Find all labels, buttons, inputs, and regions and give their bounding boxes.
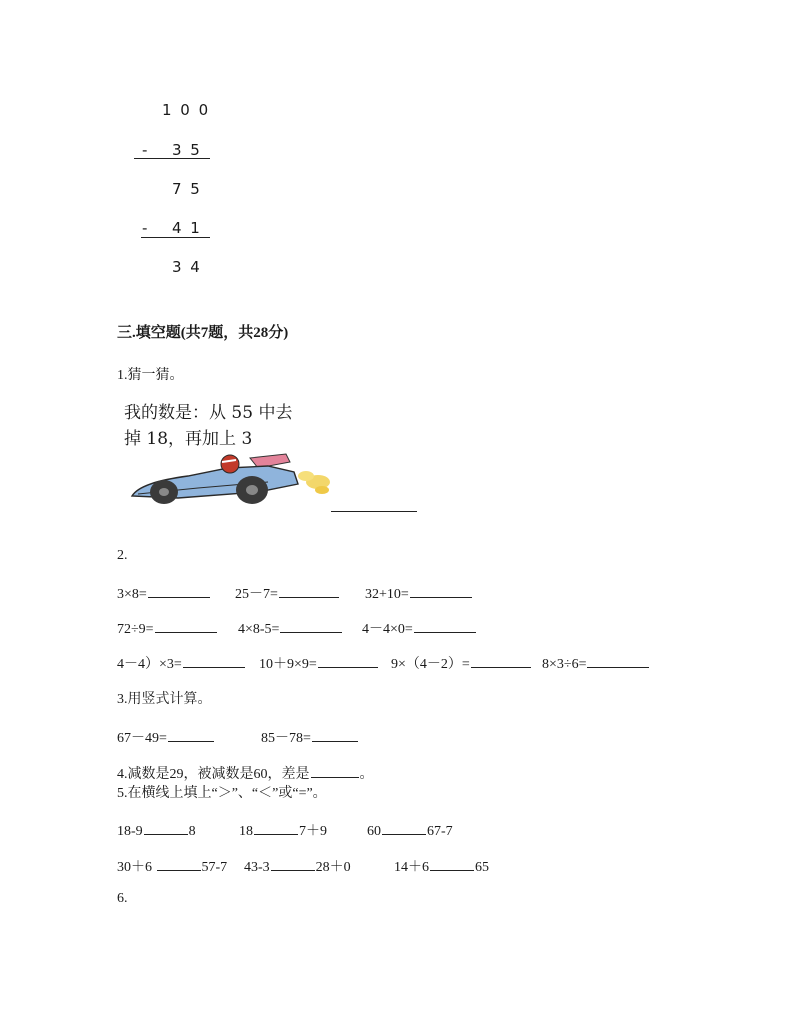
q4-text: 4.减数是29，被减数是60，差是: [117, 767, 310, 782]
vc-line-4: 4 1: [172, 219, 202, 237]
q2-expression: 10＋9×9=: [259, 657, 317, 672]
vc-line-1: 1 0 0: [162, 101, 211, 119]
q5-right: 65: [475, 860, 489, 875]
answer-blank[interactable]: [144, 820, 188, 835]
q1-answer-blank[interactable]: [331, 511, 417, 512]
answer-blank[interactable]: [148, 583, 210, 598]
q5-row-2: [117, 856, 617, 876]
answer-blank[interactable]: [318, 653, 378, 668]
vc-rule-1: [134, 158, 210, 159]
q3-expression: 85－78=: [261, 731, 311, 746]
vc-line-3: 7 5: [172, 180, 202, 198]
q5-row-1: [117, 820, 617, 840]
q6-label: 6.: [117, 891, 128, 906]
exhaust-flame-icon: [298, 471, 330, 494]
answer-blank[interactable]: [430, 856, 474, 871]
vc-line-5: 3 4: [172, 258, 202, 276]
vc-line-2: 3 5: [172, 141, 202, 159]
q5-right: 57-7: [201, 860, 228, 875]
answer-blank[interactable]: [410, 583, 472, 598]
q3-row: [117, 727, 517, 747]
q2-expression: 72÷9=: [117, 622, 154, 637]
q2-row-3: [117, 653, 737, 673]
answer-blank[interactable]: [279, 583, 339, 598]
answer-blank[interactable]: [382, 820, 426, 835]
q1-label: 1.猜一猜。: [117, 368, 184, 383]
q2-expression: 25－7=: [235, 587, 278, 602]
q5-left: 18-9: [117, 824, 143, 839]
q5-left: 14＋6: [394, 860, 429, 875]
q5-right: 7＋9: [299, 824, 327, 839]
answer-blank[interactable]: [168, 727, 214, 742]
answer-blank[interactable]: [254, 820, 298, 835]
q4-line: [117, 763, 374, 783]
bubble-line-2: 掉 18，再加上 3: [124, 429, 253, 449]
q3-label: 3.用竖式计算。: [117, 692, 212, 707]
q2-label: 2.: [117, 548, 128, 563]
q2-expression: 32+10=: [365, 587, 409, 602]
q5-left: 18: [239, 824, 253, 839]
q2-expression: 4×8-5=: [238, 622, 280, 637]
vc-rule-2: [141, 237, 210, 238]
answer-blank[interactable]: [280, 618, 342, 633]
answer-blank[interactable]: [183, 653, 245, 668]
race-car-icon: [118, 396, 338, 514]
answer-blank[interactable]: [587, 653, 649, 668]
q4-suffix: 。: [359, 767, 374, 782]
vc-operator-1: -: [142, 141, 150, 159]
q2-expression: 8×3÷6=: [542, 657, 587, 672]
answer-blank[interactable]: [414, 618, 476, 633]
answer-blank[interactable]: [312, 727, 358, 742]
answer-blank[interactable]: [155, 618, 217, 633]
q2-expression: 4－4）×3=: [117, 657, 182, 672]
race-car-illustration: [118, 396, 338, 514]
answer-blank[interactable]: [157, 856, 201, 871]
q5-label: 5.在横线上填上“＞”、“＜”或“=”。: [117, 786, 327, 801]
answer-blank[interactable]: [271, 856, 315, 871]
q5-right: 67-7: [427, 824, 453, 839]
vc-operator-2: -: [142, 219, 150, 237]
q5-left: 60: [367, 824, 381, 839]
q5-right: 28＋0: [315, 860, 351, 875]
q2-row-1: [117, 583, 717, 603]
bubble-line-1: 我的数是：从 55 中去: [124, 403, 293, 423]
answer-blank[interactable]: [311, 763, 359, 778]
q5-left: 30＋6: [117, 860, 156, 875]
q2-row-2: [117, 618, 717, 638]
section-heading: 三.填空题(共7题，共28分): [117, 325, 289, 341]
q3-expression: 67－49=: [117, 731, 167, 746]
q2-expression: 4－4×0=: [362, 622, 413, 637]
answer-blank[interactable]: [471, 653, 531, 668]
q2-expression: 9×（4－2）=: [391, 657, 470, 672]
q5-right: 8: [188, 824, 196, 839]
q2-expression: 3×8=: [117, 587, 147, 602]
q5-left: 43-3: [244, 860, 270, 875]
